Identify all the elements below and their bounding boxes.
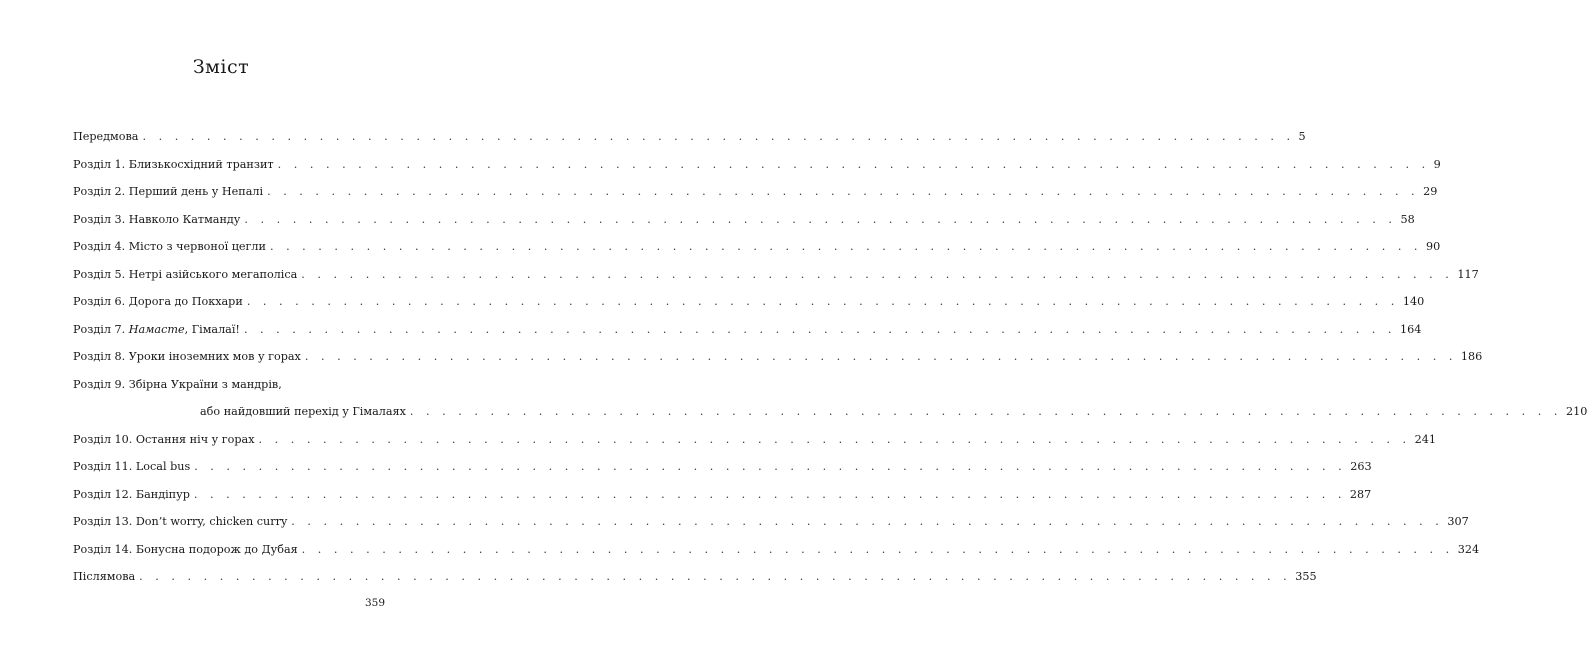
page-number: 359 (364, 597, 385, 609)
toc-entry-title-italic: Намасте (128, 322, 185, 336)
toc-entry-page: 5 (1298, 130, 1306, 143)
toc-entry-page: 90 (1426, 240, 1441, 253)
toc-entry-title: Розділ 13. Don’t worry, chicken curry (73, 515, 288, 528)
toc-entry-title: Розділ 6. Дорога до Покхари (73, 295, 243, 308)
page-title: Зміст (192, 56, 250, 78)
toc-entry-title: Розділ 2. Перший день у Непалі (73, 185, 264, 198)
toc-entry-chapter-9-continuation (73, 405, 1587, 433)
toc-entry-title: Розділ 10. Остання ніч у горах (73, 432, 255, 446)
toc-entry-page: 287 (1349, 487, 1372, 501)
toc-entry-title-suffix: , Гімалаї! (184, 322, 240, 336)
toc-entry-chapter-5 (73, 267, 1479, 296)
toc-entry-page: 186 (1460, 350, 1483, 363)
toc-entry-chapter-9 (73, 378, 384, 406)
toc-entry-title: Розділ 12. Бандіпур (73, 487, 190, 501)
toc-entry-title: Передмова (73, 130, 139, 143)
toc-entry-title: Післямова (73, 570, 136, 583)
toc-entry-chapter-6 (73, 295, 1425, 323)
toc-entry-preface (73, 130, 1306, 158)
toc-entry-page: 29 (1423, 185, 1438, 198)
toc-entry-chapter-4 (73, 240, 1441, 268)
toc-entry-chapter-3 (73, 212, 1415, 241)
toc-entry-title: або найдовший перехід у Гімалаях (200, 405, 406, 418)
toc-entry-chapter-7 (73, 322, 1422, 351)
toc-entry-title: Розділ 3. Навколо Катманду (73, 212, 241, 226)
dot-leader (410, 405, 1562, 418)
toc-entry-title: Розділ 11. Local bus (73, 460, 191, 473)
toc-entry-page: 355 (1295, 570, 1317, 583)
toc-entry-page: 9 (1433, 157, 1441, 171)
toc-entry-page: 324 (1457, 542, 1480, 556)
dot-leader (194, 488, 1346, 501)
toc-entry-title: Розділ 14. Бонусна подорож до Дубая (73, 542, 298, 556)
toc-entry-page: 307 (1447, 515, 1469, 528)
dot-leader (244, 213, 1396, 226)
toc-entry-page: 164 (1399, 322, 1422, 336)
toc-entry-title: Розділ 8. Уроки іноземних мов у горах (73, 350, 301, 363)
toc-entry-chapter-13 (73, 515, 1469, 543)
dot-leader (302, 543, 1454, 556)
toc-entry-title: Розділ 5. Нетрі азійського мегаполіса (73, 267, 298, 281)
toc-entry-title: Розділ 4. Місто з червоної цегли (73, 240, 266, 253)
dot-leader (267, 185, 1419, 198)
dot-leader (194, 460, 1346, 473)
toc-entry-title (73, 323, 240, 336)
toc-entry-chapter-14 (73, 542, 1480, 571)
toc-entry-page: 241 (1414, 432, 1436, 446)
dot-leader (139, 570, 1291, 583)
toc-entry-page: 58 (1400, 212, 1415, 226)
dot-leader (305, 350, 1457, 363)
toc-entry-chapter-10 (73, 432, 1436, 461)
toc-entry-afterword (73, 570, 1317, 598)
toc-entry-page: 140 (1402, 295, 1425, 308)
toc-entry-title: Розділ 1. Близькосхідний транзит (73, 157, 274, 171)
toc-entry-title: Розділ 9. Збірна України з мандрів, (73, 377, 282, 391)
toc-entry-chapter-1 (73, 157, 1441, 186)
toc-entry-page: 263 (1350, 460, 1372, 473)
dot-leader (244, 323, 1396, 336)
dot-leader (270, 240, 1422, 253)
toc-entry-chapter-12 (73, 487, 1372, 516)
dot-leader (301, 268, 1453, 281)
toc-entry-title-prefix: Розділ 7. (73, 322, 129, 336)
toc-entry-page: 210 (1565, 405, 1587, 418)
dot-leader (247, 295, 1399, 308)
toc-entry-chapter-8 (73, 350, 1483, 378)
table-of-contents (73, 130, 1587, 598)
dot-leader (142, 130, 1294, 143)
toc-entry-chapter-11 (73, 460, 1372, 488)
toc-entry-chapter-2 (73, 185, 1438, 213)
toc-entry-page: 117 (1457, 267, 1479, 281)
dot-leader (278, 158, 1430, 171)
dot-leader (291, 515, 1443, 528)
dot-leader (259, 433, 1411, 446)
